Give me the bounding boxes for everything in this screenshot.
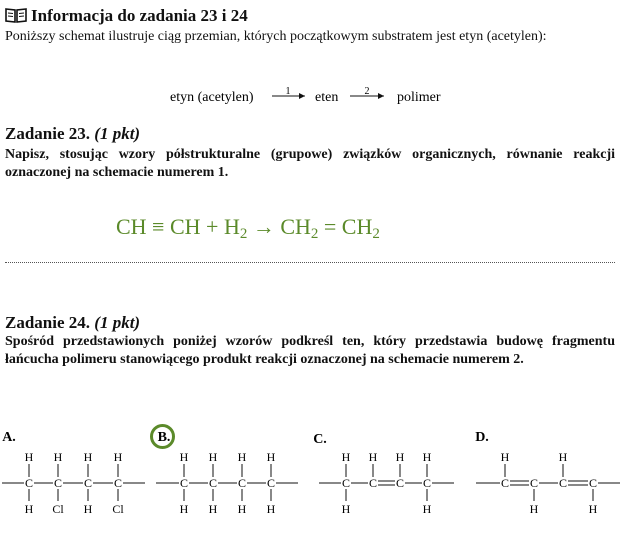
option-a-bottom-substituent: Cl	[112, 502, 124, 516]
option-d-carbon: C	[500, 476, 510, 490]
option-b-carbon: C	[179, 476, 189, 490]
option-a-top-substituent: H	[53, 450, 63, 464]
answer-dotted-line	[5, 262, 615, 263]
option-c-top-substituent: H	[422, 450, 432, 464]
option-a-carbon: C	[83, 476, 93, 490]
option-c-top-substituent: H	[368, 450, 378, 464]
task23-text: Napisz, stosując wzory półstrukturalne (grupowe) związków organicznych, równanie reakcji oznaczonej na schemacie numerem 1.	[5, 147, 615, 180]
task24-title	[5, 313, 140, 333]
option-c-carbon: C	[395, 476, 405, 490]
option-c-top-substituent: H	[395, 450, 405, 464]
option-c-carbon: C	[368, 476, 378, 490]
scheme-product: polimer	[397, 90, 441, 105]
option-b-top-substituent: H	[208, 450, 218, 464]
task24-points: (1 pkt)	[94, 313, 141, 332]
task23-number: Zadanie 23.	[5, 124, 91, 143]
option-a-top-substituent: H	[113, 450, 123, 464]
option-a-carbon: C	[113, 476, 123, 490]
option-c-carbon: C	[422, 476, 432, 490]
scheme-arrow2-label: 2	[364, 86, 370, 97]
option-c-bottom-substituent: H	[341, 502, 351, 516]
book-icon	[5, 7, 27, 23]
task23-answer: CH ≡ CH + $H_2 \to CH_2 = CH_2$	[116, 214, 380, 242]
option-c-bottom-substituent: H	[422, 502, 432, 516]
scheme-arrow1-label: 1	[285, 86, 291, 97]
option-b-top-substituent: H	[266, 450, 276, 464]
task23-title	[5, 124, 140, 144]
option-d-top-substituent: H	[500, 450, 510, 464]
option-b-label: B.	[157, 430, 171, 445]
option-a-bottom-substituent: Cl	[52, 502, 64, 516]
option-a-top-substituent: H	[24, 450, 34, 464]
task24-number: Zadanie 24.	[5, 313, 91, 332]
option-a-bottom-substituent: H	[24, 502, 34, 516]
option-a-top-substituent: H	[83, 450, 93, 464]
option-c-top-substituent: H	[341, 450, 351, 464]
option-b-top-substituent: H	[237, 450, 247, 464]
option-d-top-substituent: H	[558, 450, 568, 464]
option-b-carbon: C	[266, 476, 276, 490]
option-a-carbon: C	[53, 476, 63, 490]
option-d-carbon: C	[558, 476, 568, 490]
option-d-carbon: C	[529, 476, 539, 490]
option-a-carbon: C	[24, 476, 34, 490]
option-b-bottom-substituent: H	[179, 502, 189, 516]
option-c-carbon: C	[341, 476, 351, 490]
scheme-intermediate: eten	[315, 90, 339, 105]
option-b-bottom-substituent: H	[237, 502, 247, 516]
option-d-carbon: C	[588, 476, 598, 490]
option-d-bottom-substituent: H	[588, 502, 598, 516]
option-a-label: A.	[2, 430, 16, 445]
option-b-carbon: C	[237, 476, 247, 490]
intro-text: Poniższy schemat ilustruje ciąg przemian, których początkowym substratem jest etyn (acetylen):	[5, 29, 547, 44]
option-c-label: C.	[313, 432, 327, 447]
reaction-scheme	[0, 86, 625, 108]
scheme-substrate: etyn (acetylen)	[170, 90, 254, 105]
task24-text: Spośród przedstawionych poniżej wzorów podkreśl ten, który przedstawia budowę fragmentu łańcucha polimeru stanowiącego produkt reakcji oznaczonej na schemacie numerem 2.	[5, 334, 615, 367]
option-b-bottom-substituent: H	[208, 502, 218, 516]
header-title: Informacja do zadania 23 i 24	[31, 6, 248, 25]
option-b-top-substituent: H	[179, 450, 189, 464]
option-a-bottom-substituent: H	[83, 502, 93, 516]
option-b-carbon: C	[208, 476, 218, 490]
option-d-bottom-substituent: H	[529, 502, 539, 516]
option-d-label: D.	[475, 430, 489, 445]
option-b-bottom-substituent: H	[266, 502, 276, 516]
task23-points: (1 pkt)	[94, 124, 141, 143]
structural-formulas	[0, 425, 625, 525]
info-header	[5, 6, 248, 26]
